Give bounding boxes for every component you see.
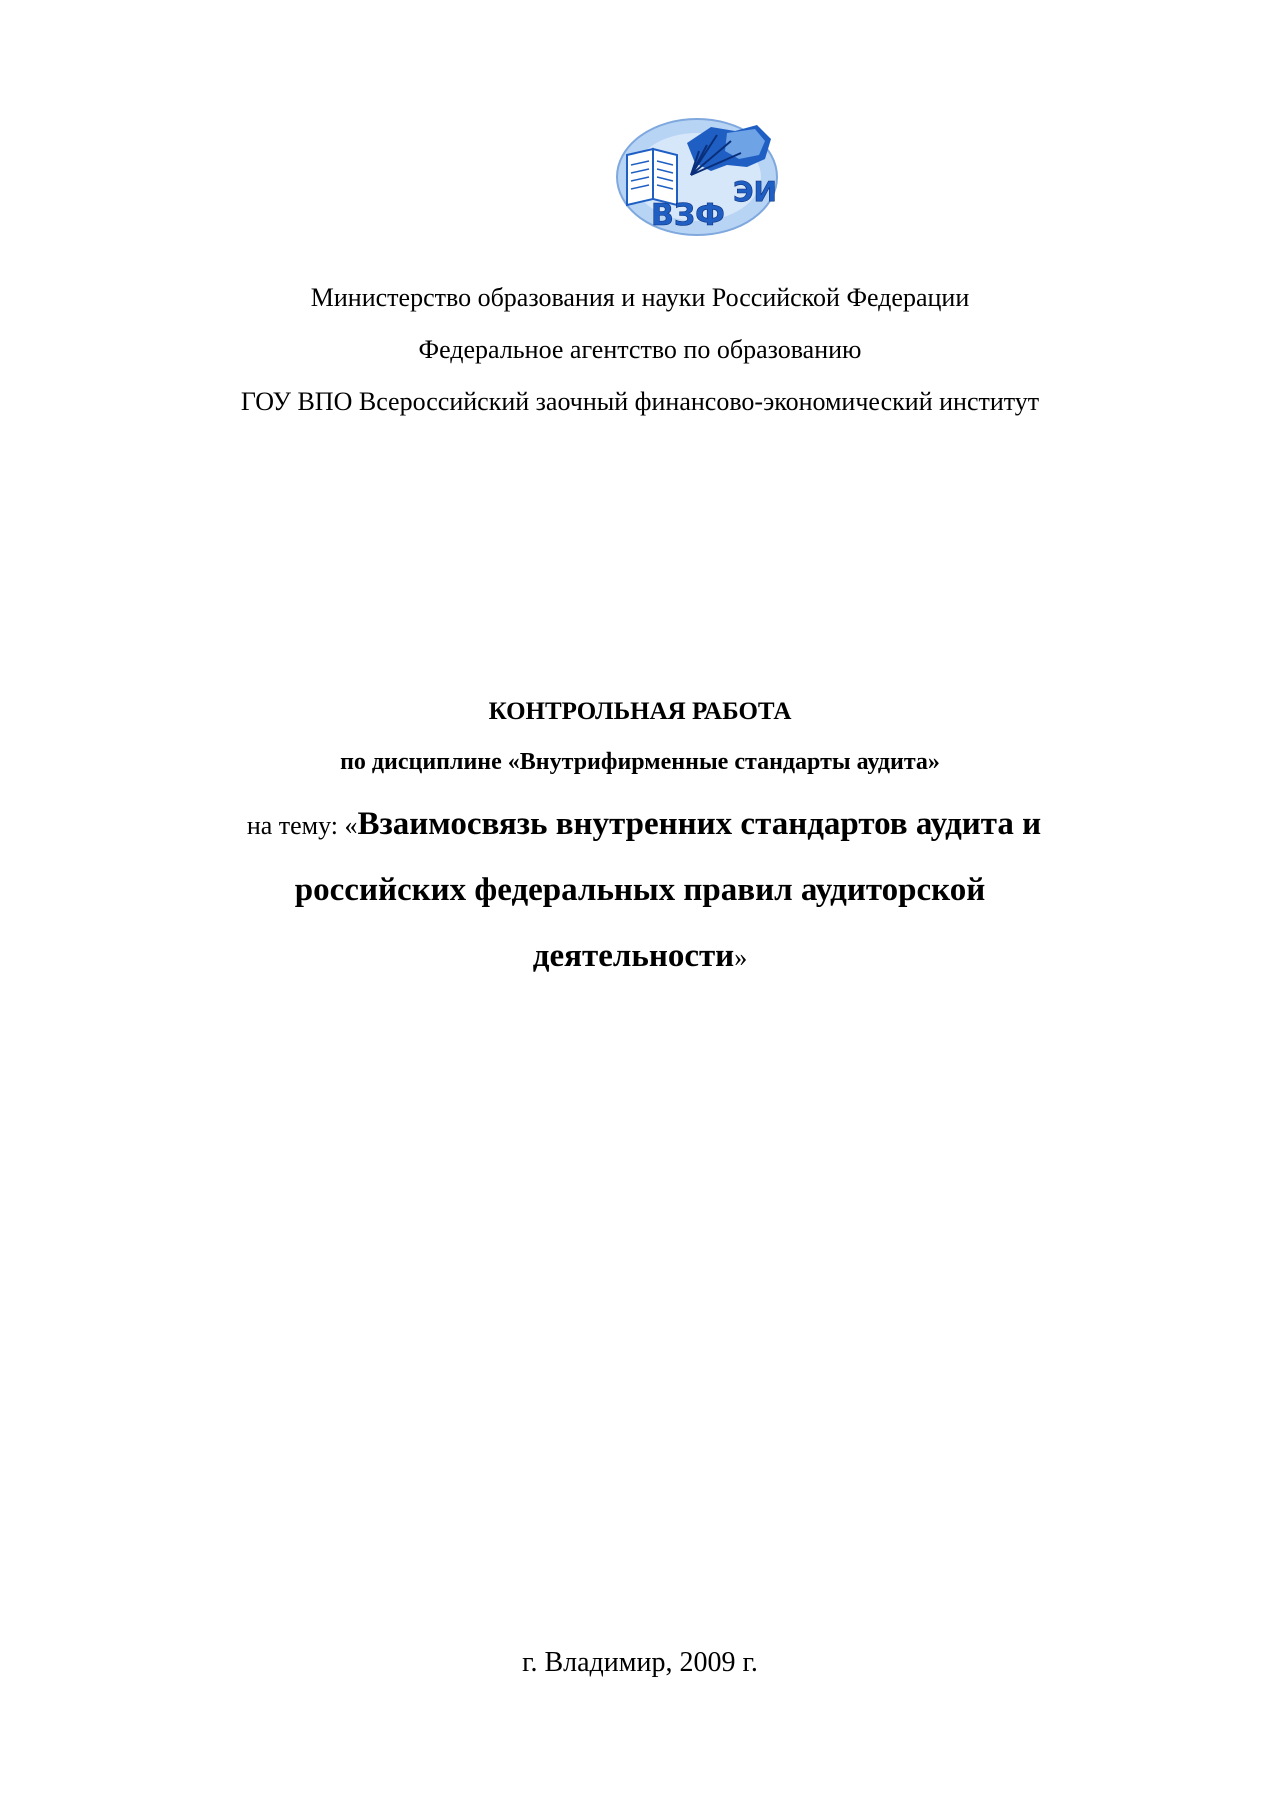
topic-suffix: » [734,943,748,972]
topic-line-2 [0,870,1280,916]
discipline-line: по дисциплине «Внутрифирменные стандарты аудита» [340,749,940,775]
topic-title-part-3: деятельности [532,938,735,974]
ministry-line: Министерство образования и науки Российской Федерации [310,283,970,312]
institute-line: ГОУ ВПО Всероссийский заочный финансово-экономический институт [240,387,1040,416]
book-icon [627,149,677,205]
svg-text:ЭИ: ЭИ [733,175,777,208]
work-type-heading: КОНТРОЛЬНАЯ РАБОТА [488,698,792,725]
institute-logo [615,115,785,240]
topic-title-part-2: российских федеральных правил аудиторской [294,872,986,908]
topic-title-part-1: Взаимосвязь внутренних стандартов аудита и [357,806,1042,842]
topic-line-3 [0,936,1280,982]
agency-line: Федеральное агентство по образованию [418,335,862,364]
place-year: г. Владимир, 2009 г. [522,1647,758,1678]
topic-line-1 [0,804,1280,850]
logo-lettering: ВЗФ [651,198,725,233]
topic-prefix: на тему: « [246,811,358,840]
